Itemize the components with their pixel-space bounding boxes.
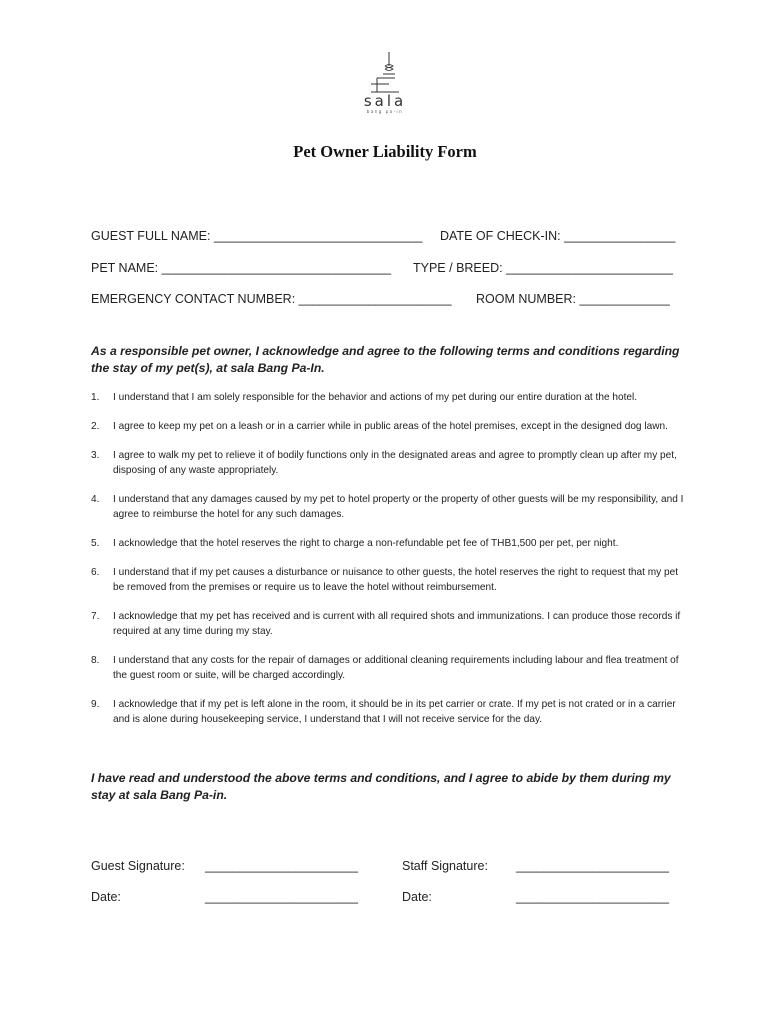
- term-text: I agree to walk my pet to relieve it of bodily functions only in the designated areas and agree to promptly clean up after my pet, disposing of any waste appropriately.: [113, 450, 677, 476]
- guest-date-line[interactable]: ______________________: [205, 890, 358, 904]
- guest-name-field[interactable]: GUEST FULL NAME: ______________________________: [91, 229, 423, 243]
- term-item: [91, 653, 691, 683]
- term-item: [91, 419, 691, 434]
- term-number: 5.: [91, 538, 100, 549]
- term-text: I agree to keep my pet on a leash or in a carrier while in public areas of the hotel premises, except in the designed dog lawn.: [113, 421, 668, 432]
- closing-statement: I have read and understood the above terms and conditions, and I agree to abide by them during my stay at sala Bang Pa-in.: [91, 771, 671, 802]
- term-text: I understand that any damages caused by my pet to hotel property or the property of other guests will be my responsibility, and I agree to reimburse the hotel for any such damages.: [113, 494, 684, 520]
- term-number: 9.: [91, 699, 100, 710]
- sala-logo: [350, 50, 420, 122]
- term-number: 1.: [91, 392, 100, 403]
- emergency-contact-field[interactable]: EMERGENCY CONTACT NUMBER: ______________________: [91, 292, 452, 306]
- guest-signature-label: Guest Signature:: [91, 859, 185, 873]
- term-item: [91, 390, 691, 405]
- logo-wordmark: sala: [363, 92, 407, 110]
- staff-signature-line[interactable]: ______________________: [516, 859, 669, 873]
- guest-signature-line[interactable]: ______________________: [205, 859, 358, 873]
- staff-date-label: Date:: [402, 890, 432, 904]
- term-item: [91, 609, 691, 639]
- term-number: 4.: [91, 494, 100, 505]
- terms-list: [91, 390, 691, 727]
- term-number: 7.: [91, 611, 100, 622]
- type-breed-field[interactable]: TYPE / BREED: ________________________: [413, 261, 673, 275]
- term-item: [91, 492, 691, 522]
- term-text: I acknowledge that if my pet is left alone in the room, it should be in its pet carrier or crate. If my pet is not crated or in a carrier and is alone during housekeeping service, I understand that I will not receive service for the day.: [113, 699, 676, 725]
- term-number: 8.: [91, 655, 100, 666]
- term-text: I understand that I am solely responsible for the behavior and actions of my pet during our entire duration at the hotel.: [113, 392, 638, 403]
- term-text: I acknowledge that my pet has received and is current with all required shots and immunizations. I can produce those records if required at any time during my stay.: [113, 611, 681, 637]
- term-number: 3.: [91, 450, 100, 461]
- term-text: I acknowledge that the hotel reserves the right to charge a non-refundable pet fee of THB1,500 per pet, per night.: [113, 538, 619, 549]
- logo-subtitle: bang pa-in: [366, 109, 404, 114]
- page-title: Pet Owner Liability Form: [293, 142, 477, 161]
- term-item: [91, 697, 691, 727]
- checkin-date-field[interactable]: DATE OF CHECK-IN: ________________: [440, 229, 676, 243]
- term-number: 6.: [91, 567, 100, 578]
- term-number: 2.: [91, 421, 100, 432]
- staff-date-line[interactable]: ______________________: [516, 890, 669, 904]
- intro-statement: As a responsible pet owner, I acknowledge and agree to the following terms and conditions regarding the stay of my pet(s), at sala Bang Pa-In.: [91, 344, 680, 375]
- term-text: I understand that if my pet causes a disturbance or nuisance to other guests, the hotel reserves the right to request that my pet be removed from the premises or require us to leave the hotel without reimbursement.: [113, 567, 679, 593]
- term-item: [91, 565, 691, 595]
- pet-name-field[interactable]: PET NAME: _________________________________: [91, 261, 392, 275]
- term-item: [91, 448, 691, 478]
- staff-signature-label: Staff Signature:: [402, 859, 488, 873]
- term-item: [91, 536, 691, 551]
- sala-logo-icon: [365, 50, 405, 94]
- guest-date-label: Date:: [91, 890, 121, 904]
- term-text: I understand that any costs for the repair of damages or additional cleaning requirements including labour and flea treatment of the guest room or suite, will be charged accordingly.: [113, 655, 679, 681]
- room-number-field[interactable]: ROOM NUMBER: _____________: [476, 292, 670, 306]
